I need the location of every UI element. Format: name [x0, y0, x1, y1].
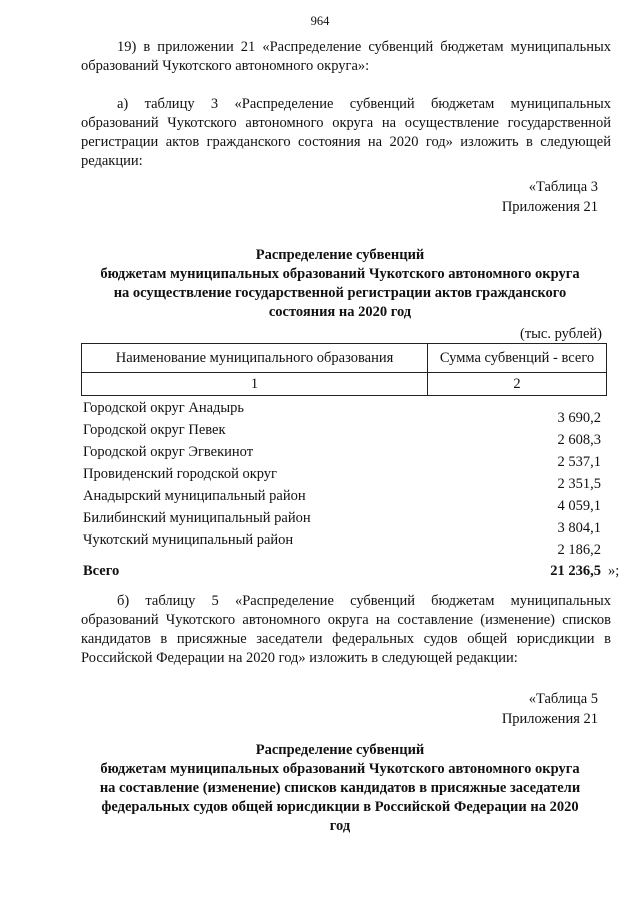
closing-quote: »; — [608, 563, 620, 579]
table5-appendix: Приложения 21 — [501, 710, 598, 727]
total-value: 21 236,5 — [550, 563, 601, 579]
column-number-1: 1 — [82, 373, 428, 396]
table3-appendix: Приложения 21 — [501, 198, 598, 215]
paragraph-item-a: а) таблицу 3 «Распределение субвенций бюджетам муниципальных образований Чукотского автономного округа на осуществление государственной регистрации актов гражданского состояния на 2020 год» изложить в следующей редакции: — [81, 96, 611, 169]
table3-label: «Таблица 3 — [528, 179, 598, 195]
row-value: 2 186,2 — [557, 542, 601, 558]
table5-label: «Таблица 5 — [528, 691, 598, 707]
table-row — [83, 532, 601, 558]
row-value: 4 059,1 — [557, 498, 601, 514]
table-total-row — [83, 552, 601, 579]
table5-caption — [68, 690, 598, 729]
table-row — [83, 400, 601, 426]
table-row — [83, 444, 601, 470]
column-number-2: 2 — [428, 373, 607, 396]
table3-title — [80, 246, 600, 322]
row-value: 3 804,1 — [557, 520, 601, 536]
table5-title-line: на составление (изменение) списков кандидатов в присяжные заседатели — [99, 780, 581, 796]
row-value: 2 537,1 — [557, 454, 601, 470]
row-value: 2 608,3 — [557, 432, 601, 448]
table3-header-grid — [81, 343, 607, 396]
column-number-row — [82, 373, 607, 396]
table-header-row — [82, 344, 607, 373]
table-row — [83, 422, 601, 448]
table5-title-line: год — [329, 818, 351, 834]
table3-title-line: состояния на 2020 год — [268, 304, 412, 320]
table5-title — [80, 741, 600, 836]
table3-caption — [68, 178, 598, 217]
table-row — [83, 488, 601, 514]
row-name: Билибинский муниципальный район — [83, 510, 311, 526]
row-name: Городской округ Анадырь — [83, 400, 245, 416]
table-row — [83, 510, 601, 536]
table3-title-line: бюджетам муниципальных образований Чукотского автономного округа — [100, 266, 580, 282]
row-name: Чукотский муниципальный район — [83, 532, 294, 548]
units-label: (тыс. рублей) — [520, 326, 602, 342]
row-name: Провиденский городской округ — [83, 466, 278, 482]
table5-title-line: федеральных судов общей юрисдикции в Российской Федерации на 2020 — [101, 799, 579, 815]
page-number: 964 — [310, 14, 330, 28]
row-name: Городской округ Эгвекинот — [83, 444, 254, 460]
paragraph-item-b: б) таблицу 5 «Распределение субвенций бюджетам муниципальных образований Чукотского автономного округа на составление (изменение) списков кандидатов в присяжные заседатели федеральных судов общей юрисдикции в Российской Федерации на 2020 год» изложить в следующей редакции: — [81, 593, 611, 666]
table-row — [83, 466, 601, 492]
row-name: Анадырский муниципальный район — [83, 488, 306, 504]
row-value: 3 690,2 — [557, 410, 601, 426]
total-label: Всего — [83, 563, 120, 579]
row-name: Городской округ Певек — [83, 422, 226, 438]
table3-title-line: Распределение субвенций — [255, 247, 425, 263]
column-header-amount: Сумма субвенций - всего — [428, 344, 607, 373]
paragraph-item-19: 19) в приложении 21 «Распределение субвенций бюджетам муниципальных образований Чукотского автономного округа»: — [81, 39, 611, 74]
table5-title-line: бюджетам муниципальных образований Чукотского автономного округа — [100, 761, 580, 777]
table3-title-line: на осуществление государственной регистрации актов гражданского — [113, 285, 567, 301]
row-value: 2 351,5 — [557, 476, 601, 492]
table5-title-line: Распределение субвенций — [255, 742, 425, 758]
column-header-name: Наименование муниципального образования — [82, 344, 428, 373]
